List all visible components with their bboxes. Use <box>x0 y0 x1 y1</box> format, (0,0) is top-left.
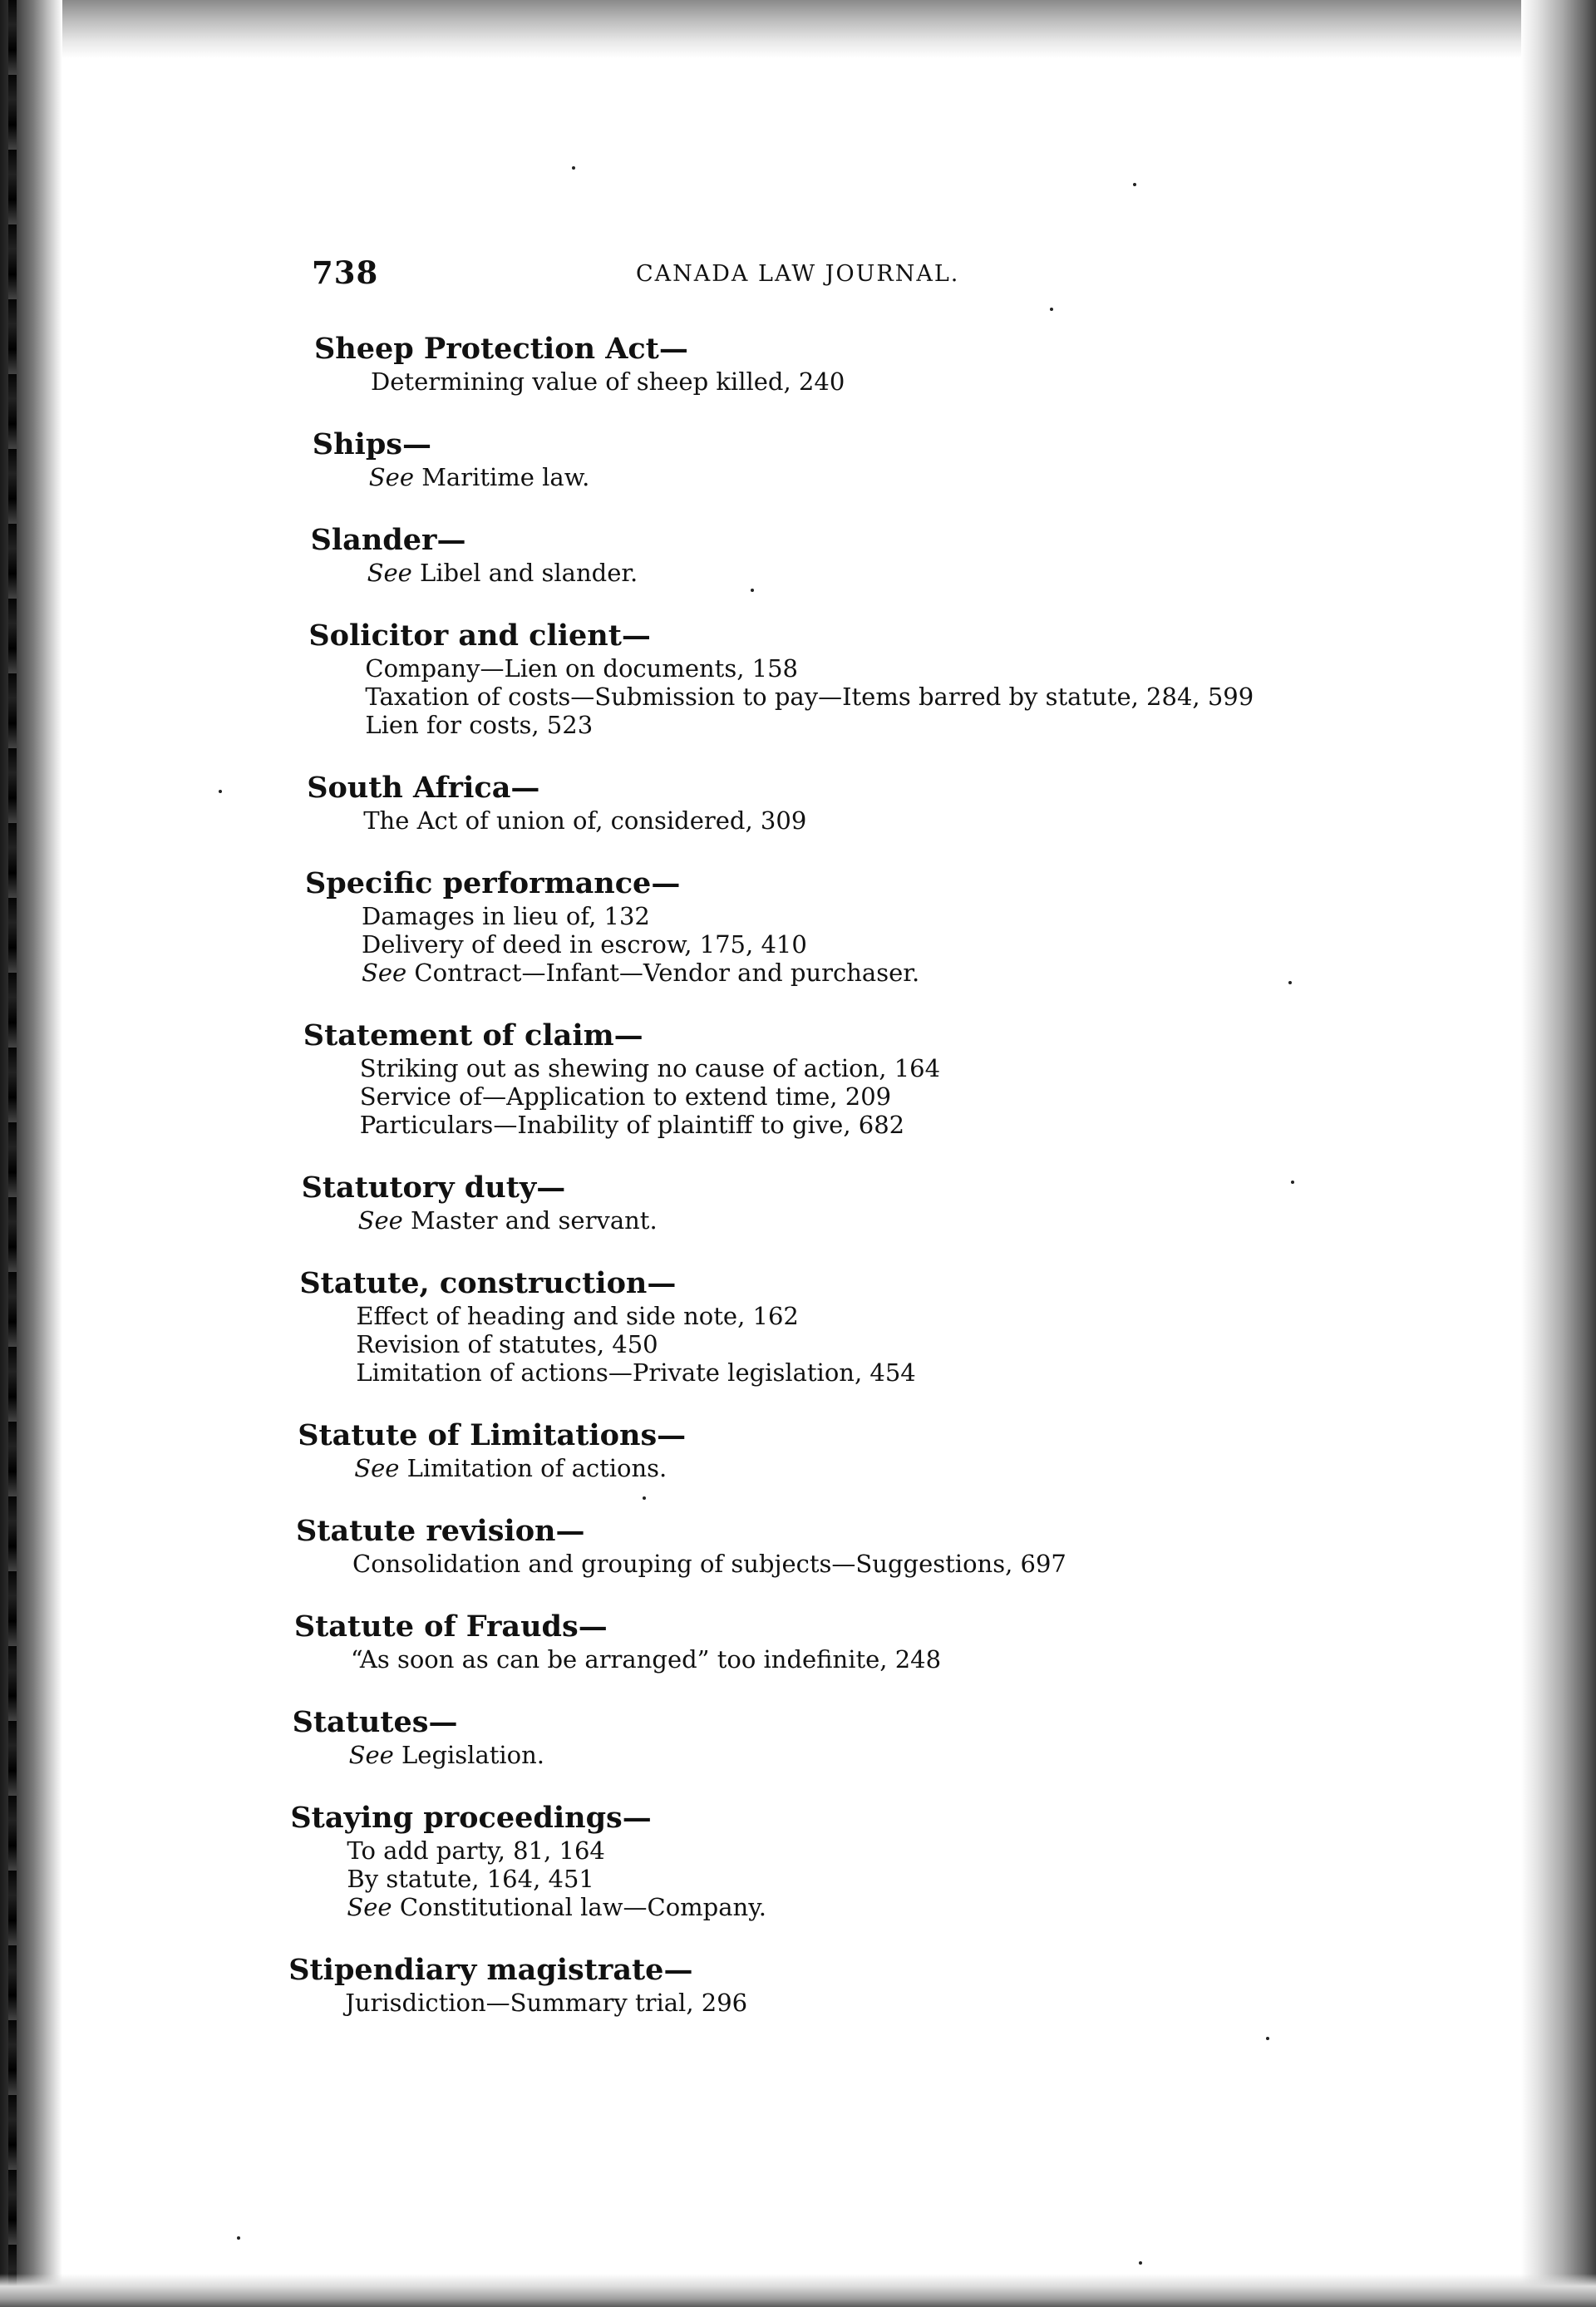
see-reference-label: See <box>368 463 414 491</box>
subentry-text: Damages in lieu of, 132 <box>362 902 650 930</box>
scan-top-edge <box>0 0 1596 58</box>
index-entry <box>298 1417 1380 1482</box>
subentry-text: Service of—Application to extend time, 209 <box>359 1082 892 1111</box>
subentry-text: Legislation. <box>393 1741 545 1769</box>
subentry-text: Master and servant. <box>402 1206 658 1235</box>
index-subentry <box>307 806 1380 835</box>
subentry-text: Taxation of costs—Submission to pay—Items barred by statute, 284, 599 <box>365 683 1254 711</box>
index-heading: Statement of claim— <box>303 1018 643 1052</box>
index-subentry <box>293 1741 1380 1769</box>
index-heading: Statute of Frauds— <box>293 1609 608 1644</box>
subentry-text: By statute, 164, 451 <box>347 1865 594 1893</box>
subentry-text: To add party, 81, 164 <box>347 1836 605 1865</box>
subentry-text: Particulars—Inability of plaintiff to give, 682 <box>359 1111 905 1139</box>
scan-binding-shadow <box>8 0 17 2307</box>
index-entry <box>296 1513 1380 1578</box>
see-reference-label: See <box>354 1454 400 1482</box>
scan-speck <box>1050 308 1053 311</box>
index-entry <box>305 865 1380 987</box>
index-heading: Statute, construction— <box>299 1266 677 1300</box>
see-reference-label: See <box>347 1893 392 1921</box>
journal-title: CANADA LAW JOURNAL. <box>636 261 960 287</box>
index-subentry <box>299 1358 1380 1387</box>
index-subentry <box>305 930 1380 959</box>
index-entry <box>302 1170 1380 1235</box>
index-subentry <box>308 683 1380 711</box>
scan-speck <box>572 166 575 170</box>
see-reference-label: See <box>357 1206 403 1235</box>
index-subentry <box>313 463 1380 491</box>
subentry-text: “As soon as can be arranged” too indefinite, 248 <box>350 1645 942 1674</box>
index-entry <box>290 1800 1380 1921</box>
subentry-text: Effect of heading and side note, 162 <box>356 1302 799 1330</box>
index-subentry <box>290 1865 1380 1893</box>
index-heading: South Africa— <box>307 771 540 805</box>
index-entries <box>288 331 1380 2048</box>
subentry-text: Contract—Infant—Vendor and purchaser. <box>406 959 920 987</box>
index-subentry <box>290 1893 1380 1921</box>
index-heading: Statute of Limitations— <box>298 1418 687 1452</box>
scan-speck <box>1133 183 1136 186</box>
subentry-text: Maritime law. <box>414 463 590 491</box>
see-reference-label: See <box>367 559 412 587</box>
index-subentry <box>302 1206 1380 1235</box>
index-subentry <box>303 1082 1380 1111</box>
subentry-text: Constitutional law—Company. <box>392 1893 766 1921</box>
see-reference-label: See <box>348 1741 394 1769</box>
index-heading: Specific performance— <box>305 866 681 900</box>
subentry-text: Determining value of sheep killed, 240 <box>371 367 845 396</box>
index-heading: Staying proceedings— <box>290 1801 652 1835</box>
subentry-text: Limitation of actions—Private legislation, 454 <box>356 1358 916 1387</box>
scan-bottom-edge <box>0 2274 1596 2307</box>
index-subentry <box>308 711 1380 739</box>
index-subentry <box>303 1111 1380 1139</box>
subentry-text: The Act of union of, considered, 309 <box>363 806 807 835</box>
index-subentry <box>311 559 1380 587</box>
index-entry <box>314 331 1380 396</box>
index-heading: Ships— <box>312 427 431 461</box>
scan-speck <box>219 790 222 793</box>
subentry-text: Libel and slander. <box>411 559 638 587</box>
index-entry <box>288 1952 1380 2017</box>
index-entry <box>307 770 1380 835</box>
subentry-text: Delivery of deed in escrow, 175, 410 <box>362 930 807 959</box>
scan-speck <box>1139 2261 1142 2265</box>
index-heading: Statutes— <box>292 1705 458 1739</box>
index-entry <box>293 1704 1380 1769</box>
index-heading: Sheep Protection Act— <box>314 332 688 366</box>
index-subentry <box>288 1989 1380 2017</box>
scan-speck <box>237 2236 240 2240</box>
subentry-text: Consolidation and grouping of subjects—Suggestions, 697 <box>352 1550 1066 1578</box>
index-heading: Slander— <box>310 523 466 557</box>
index-entry <box>308 618 1380 739</box>
index-subentry <box>296 1550 1380 1578</box>
index-subentry <box>305 959 1380 987</box>
index-subentry <box>314 367 1380 396</box>
index-subentry <box>299 1330 1380 1358</box>
index-heading: Stipendiary magistrate— <box>288 1953 693 1987</box>
subentry-text: Lien for costs, 523 <box>365 711 594 739</box>
index-subentry <box>308 654 1380 683</box>
running-header <box>312 254 1309 296</box>
scan-right-edge <box>1521 0 1596 2307</box>
index-subentry <box>305 902 1380 930</box>
index-heading: Statute revision— <box>296 1514 585 1548</box>
index-entry <box>294 1609 1380 1674</box>
index-entry <box>299 1265 1380 1387</box>
index-subentry <box>290 1836 1380 1865</box>
index-subentry <box>299 1302 1380 1330</box>
index-heading: Solicitor and client— <box>308 619 651 653</box>
subentry-text: Company—Lien on documents, 158 <box>365 654 799 683</box>
index-subentry <box>294 1645 1380 1674</box>
index-subentry <box>298 1454 1380 1482</box>
index-entry <box>303 1018 1380 1139</box>
index-subentry <box>303 1054 1380 1082</box>
index-entry <box>313 426 1380 491</box>
subentry-text: Limitation of actions. <box>399 1454 667 1482</box>
index-entry <box>311 522 1380 587</box>
see-reference-label: See <box>362 959 407 987</box>
page-number: 738 <box>312 254 379 291</box>
subentry-text: Revision of statutes, 450 <box>356 1330 658 1358</box>
subentry-text: Striking out as shewing no cause of action, 164 <box>359 1054 941 1082</box>
index-heading: Statutory duty— <box>301 1171 566 1205</box>
subentry-text: Jurisdiction—Summary trial, 296 <box>345 1989 748 2017</box>
